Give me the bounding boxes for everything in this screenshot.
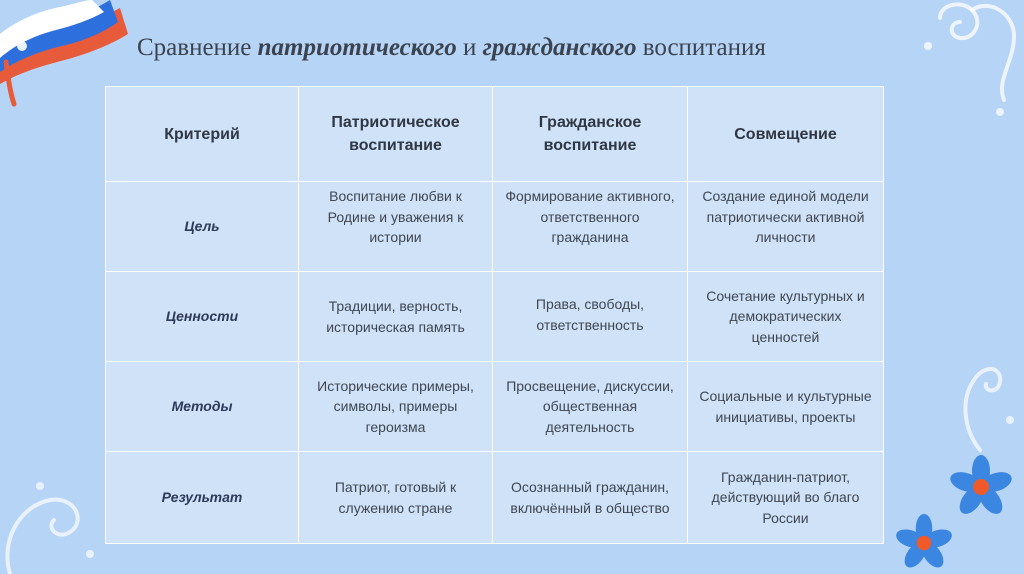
table-cell: Формирование активного, ответственного гражданина bbox=[493, 182, 688, 272]
flower-icon bbox=[892, 512, 956, 574]
comparison-table bbox=[105, 86, 884, 544]
table-cell: Гражданин-патриот, действующий во благо России bbox=[688, 452, 884, 544]
table-cell: Патриот, готовый к служению стране bbox=[299, 452, 493, 544]
column-header-civic: Гражданское воспитание bbox=[493, 86, 688, 182]
table-cell: Сочетание культурных и демократических ценностей bbox=[688, 272, 884, 362]
column-header-patriotic: Патриотическое воспитание bbox=[299, 86, 493, 182]
table-cell: Традиции, верность, историческая память bbox=[299, 272, 493, 362]
swirl-ornament-icon bbox=[910, 0, 1024, 120]
table-cell: Осознанный гражданин, включённый в общество bbox=[493, 452, 688, 544]
table-cell: Права, свободы, ответственность bbox=[493, 272, 688, 362]
row-criterion-goal: Цель bbox=[105, 182, 299, 272]
table-cell: Просвещение, дискуссии, общественная деятельность bbox=[493, 362, 688, 452]
row-criterion-values: Ценности bbox=[105, 272, 299, 362]
flower-icon bbox=[948, 454, 1014, 520]
row-criterion-methods: Методы bbox=[105, 362, 299, 452]
swirl-ornament-icon bbox=[950, 350, 1024, 460]
page-title: Сравнение патриотического и гражданского воспитания bbox=[137, 34, 766, 61]
column-header-combined: Совмещение bbox=[688, 86, 884, 182]
table-cell: Создание единой модели патриотически активной личности bbox=[688, 182, 884, 272]
swirl-ornament-icon bbox=[0, 470, 110, 574]
column-header-criterion: Критерий bbox=[105, 86, 299, 182]
table-cell: Социальные и культурные инициативы, проекты bbox=[688, 362, 884, 452]
table-cell: Исторические примеры, символы, примеры героизма bbox=[299, 362, 493, 452]
table-cell: Воспитание любви к Родине и уважения к истории bbox=[299, 182, 493, 272]
row-criterion-result: Результат bbox=[105, 452, 299, 544]
